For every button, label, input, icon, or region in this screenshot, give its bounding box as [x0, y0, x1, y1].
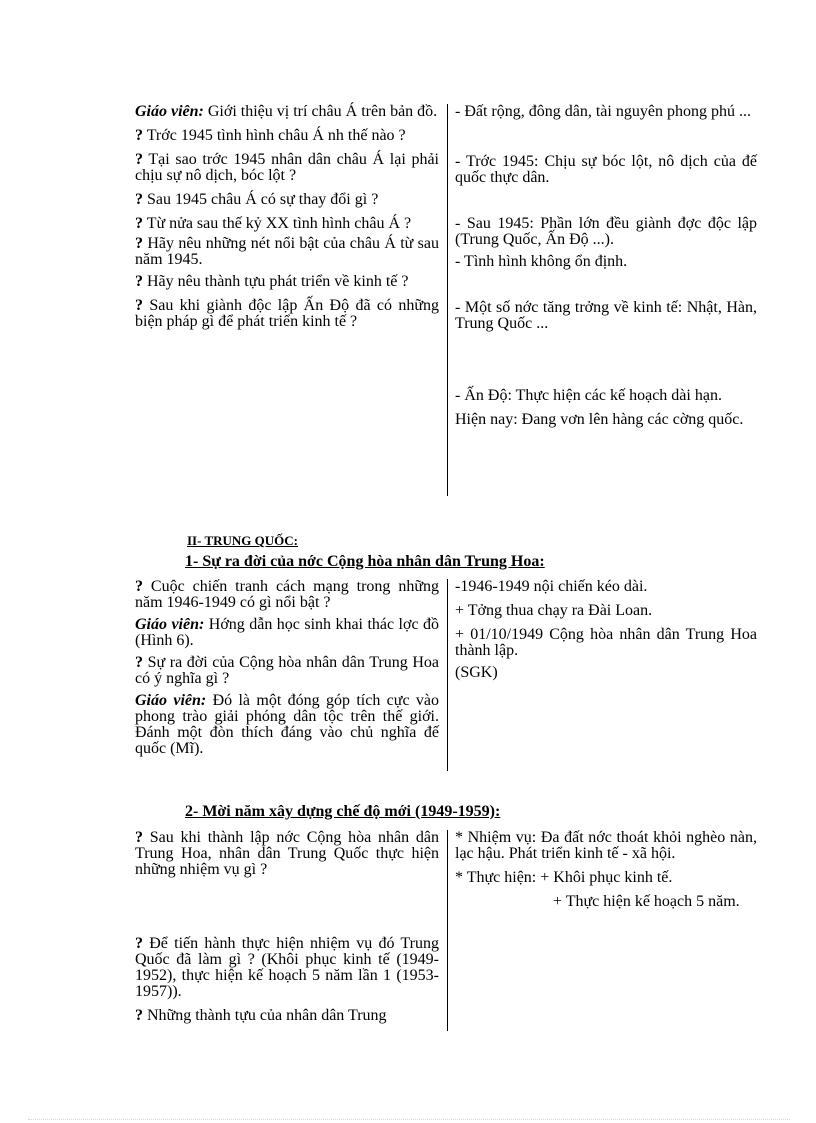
answer: - Trớc 1945: Chịu sự bóc lột, nô dịch của đế quốc thực dân.	[455, 153, 757, 186]
right-column	[447, 579, 757, 771]
question: ? Trớc 1945 tình hình châu Á nh thế nào ?	[135, 127, 406, 144]
question: ? Từ nửa sau thế kỷ XX tình hình châu Á ?	[135, 215, 412, 232]
answer: + Thực hiện kế hoạch 5 năm.	[553, 893, 740, 910]
table-section-new-regime	[135, 830, 757, 1031]
answer: - Ấn Độ: Thực hiện các kế hoạch dài hạn.	[455, 387, 722, 404]
table-section-founding	[135, 579, 757, 771]
teacher-note: Giáo viên: Giới thiệu vị trí châu Á trên bản đồ.	[135, 103, 438, 120]
answer: - Đất rộng, đông dân, tài nguyên phong phú ...	[455, 103, 751, 120]
question: ? Cuộc chiến tranh cách mạng trong những năm 1946-1949 có gì nổi bật ?	[135, 578, 439, 611]
question: ? Để tiến hành thực hiện nhiệm vụ đó Trung Quốc đã làm gì ? (Khôi phục kinh tế (1949-1952), thực hiện kế hoạch 5 năm lần 1 (1953-1957)).	[135, 935, 439, 1000]
question: ? Sau khi giành độc lập Ấn Độ đã có những biện pháp gì để phát triển kinh tế ?	[135, 297, 439, 330]
question: ? Tại sao trớc 1945 nhân dân châu Á lại phải chịu sự nô dịch, bóc lột ?	[135, 151, 439, 184]
answer: + Tởng thua chạy ra Đài Loan.	[455, 602, 653, 619]
answer: * Thực hiện: + Khôi phục kinh tế.	[455, 869, 673, 886]
table-section-asia	[135, 104, 757, 496]
subsection-heading: 1- Sự ra đời của nớc Cộng hòa nhân dân Trung Hoa:	[185, 553, 545, 570]
answer: * Nhiệm vụ: Đa đất nớc thoát khỏi nghèo nàn, lạc hậu. Phát triển kinh tế - xã hội.	[455, 830, 757, 862]
teacher-note: Giáo viên: Hớng dẫn học sinh khai thác lợc đồ (Hình 6).	[135, 616, 440, 649]
question: ? Sự ra đời của Cộng hòa nhân dân Trung Hoa có ý nghĩa gì ?	[135, 654, 439, 687]
question: ? Những thành tựu của nhân dân Trung	[135, 1007, 387, 1024]
answer: -1946-1949 nội chiến kéo dài.	[455, 578, 648, 595]
left-column	[135, 830, 447, 1031]
question: ? Hãy nêu thành tựu phát triển về kinh tế ?	[135, 273, 409, 290]
left-column	[135, 104, 447, 496]
teacher-note: Giáo viên: Đó là một đóng góp tích cực vào phong trào giải phóng dân tộc trên thế giới. Đánh một đòn thích đáng vào chủ nghĩa đế quốc (Mĩ).	[135, 692, 440, 757]
answer: - Sau 1945: Phần lớn đều giành đợc độc lập (Trung Quốc, Ấn Độ ...).	[455, 215, 757, 248]
right-column	[447, 104, 757, 496]
question: ? Hãy nêu những nét nổi bật của châu Á từ sau năm 1945.	[135, 235, 439, 268]
answer: (SGK)	[455, 664, 498, 681]
page-bottom-border	[28, 1119, 790, 1120]
question: ? Sau khi thành lập nớc Cộng hòa nhân dân Trung Hoa, nhân dân Trung Quốc thực hiện những nhiệm vụ gì ?	[135, 830, 439, 878]
right-column	[447, 830, 757, 1031]
subsection-heading: 2- Mời năm xây dựng chế độ mới (1949-1959):	[185, 803, 501, 820]
question: ? Sau 1945 châu Á có sự thay đổi gì ?	[135, 191, 379, 208]
answer: Hiện nay: Đang vơn lên hàng các cờng quốc.	[455, 411, 744, 428]
left-column	[135, 579, 447, 771]
answer: + 01/10/1949 Cộng hòa nhân dân Trung Hoa thành lập.	[455, 626, 757, 659]
answer: - Một số nớc tăng trởng về kinh tế: Nhật, Hàn, Trung Quốc ...	[455, 299, 757, 332]
answer: - Tình hình không ổn định.	[455, 253, 628, 270]
section-heading: II- TRUNG QUỐC:	[187, 533, 298, 548]
